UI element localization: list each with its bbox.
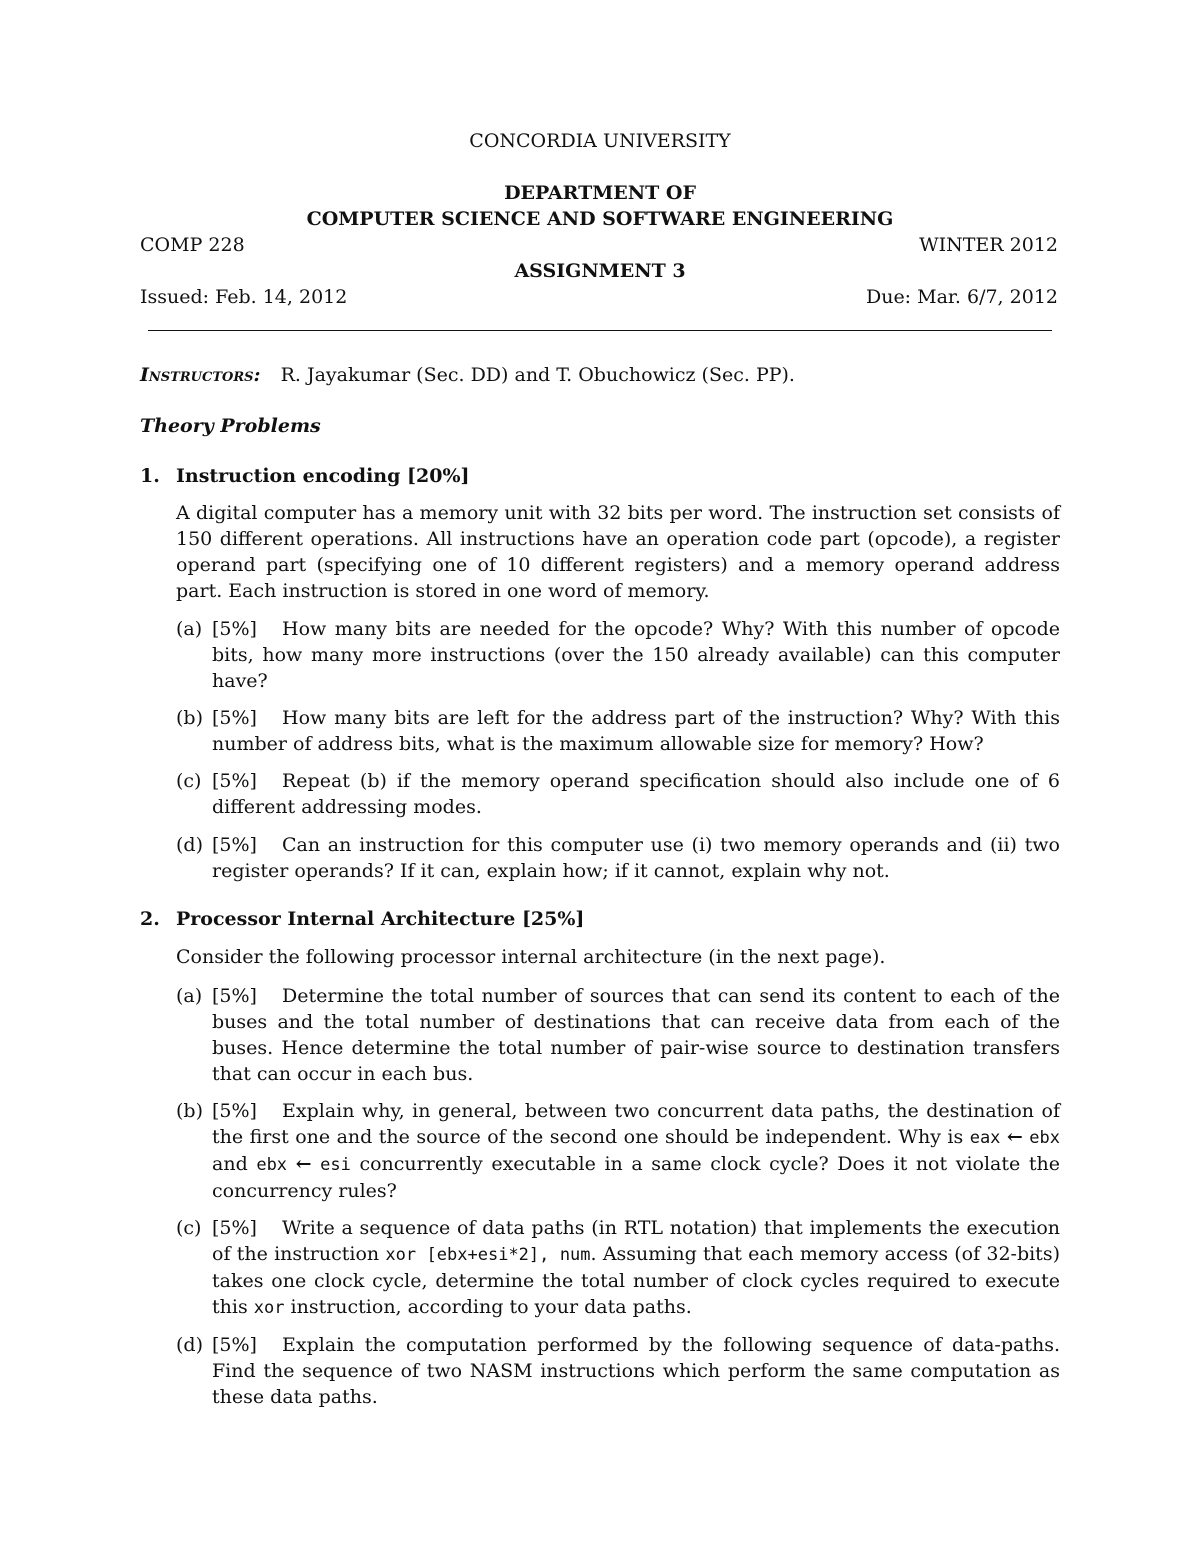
item-label: (b) — [176, 1100, 203, 1122]
assignment-title: ASSIGNMENT 3 — [514, 260, 686, 282]
university-name: CONCORDIA UNIVERSITY — [469, 130, 731, 152]
item-text: Write a sequence of data paths (in RTL notation) that implements the execution of the instruction xor [ebx+esi*2], num. Assuming that each memory access (of 32-bits) takes one clock cycle, determine the total number of clock cycles required to execute this xor instruction, according to your data paths. — [212, 1217, 1060, 1318]
question-1c — [176, 768, 1060, 820]
item-label: (d) — [176, 1334, 203, 1356]
item-text: Explain why, in general, between two concurrent data paths, the destination of the first one and the source of the second one should be independent. Why is eax ← ebx and ebx ← esi concurrently executable in a same clock cycle? Does it not violate the concurrency rules? — [212, 1100, 1060, 1202]
question-1-title: Instruction encoding [20%] — [176, 465, 470, 487]
item-label: (c) — [176, 1217, 202, 1239]
item-weight: [5%] — [212, 707, 257, 729]
code-xor: xor — [253, 1298, 285, 1318]
question-2a — [176, 983, 1060, 1087]
item-weight: [5%] — [212, 770, 257, 792]
item-text: Explain the computation performed by the following sequence of data-paths. Find the sequence of two NASM instructions which perform the same computation as these data paths. — [212, 1334, 1060, 1408]
question-2-number: 2. — [140, 908, 160, 930]
question-2c — [176, 1215, 1060, 1321]
arrow-icon: ← — [295, 1153, 312, 1175]
question-1b — [176, 705, 1060, 757]
issued-date: Issued: Feb. 14, 2012 — [140, 286, 348, 308]
instructors-label: Instructors: — [140, 364, 261, 386]
question-2-title: Processor Internal Architecture [25%] — [176, 908, 585, 930]
item-weight: [5%] — [212, 1217, 257, 1239]
item-weight: [5%] — [212, 985, 257, 1007]
item-label: (c) — [176, 770, 202, 792]
question-1-intro: A digital computer has a memory unit with 32 bits per word. The instruction set consists of 150 different operations. All instructions have an operation code part (opcode), a register operand part (specifying one of 10 different registers) and a memory operand address part. Each instruction is stored in one word of memory. — [176, 502, 1060, 602]
instructors-line — [140, 362, 795, 388]
question-1-number: 1. — [140, 465, 160, 487]
due-date: Due: Mar. 6/7, 2012 — [865, 286, 1058, 308]
code-ebx: ebx — [256, 1155, 288, 1175]
department-line-2: COMPUTER SCIENCE AND SOFTWARE ENGINEERING — [306, 208, 894, 230]
arrow-icon: ← — [1006, 1126, 1023, 1148]
department-line-1: DEPARTMENT OF — [504, 182, 696, 204]
term: WINTER 2012 — [919, 234, 1058, 256]
item-label: (a) — [176, 618, 203, 640]
item-text: How many bits are left for the address part of the instruction? Why? With this number of address bits, what is the maximum allowable size for memory? How? — [212, 707, 1060, 755]
item-text: How many bits are needed for the opcode? Why? With this number of opcode bits, how many more instructions (over the 150 already available) can this computer have? — [212, 618, 1060, 692]
question-2-intro: Consider the following processor internal architecture (in the next page). — [176, 946, 886, 968]
instructors-names: R. Jayakumar (Sec. DD) and T. Obuchowicz (Sec. PP). — [280, 364, 795, 386]
item-weight: [5%] — [212, 834, 257, 856]
code-esi: esi — [320, 1155, 351, 1175]
item-label: (d) — [176, 834, 203, 856]
code-ebx: ebx — [1029, 1128, 1060, 1148]
header-divider — [148, 330, 1052, 331]
question-1d — [176, 832, 1060, 884]
item-text: Determine the total number of sources that can send its content to each of the buses and the total number of destinations that can receive data from each of the buses. Hence determine the total number of pair-wise source to destination transfers that can occur in each bus. — [212, 985, 1060, 1085]
item-text: Repeat (b) if the memory operand specification should also include one of 6 different addressing modes. — [212, 770, 1060, 818]
question-1a — [176, 616, 1060, 694]
question-2b — [176, 1098, 1060, 1204]
code-eax: eax — [969, 1128, 1001, 1148]
section-title: Theory Problems — [140, 415, 321, 437]
item-text: Can an instruction for this computer use (i) two memory operands and (ii) two register operands? If it can, explain how; if it cannot, explain why not. — [212, 834, 1060, 882]
course-code: COMP 228 — [140, 234, 245, 256]
item-weight: [5%] — [212, 1100, 257, 1122]
question-2d — [176, 1332, 1060, 1410]
item-weight: [5%] — [212, 618, 257, 640]
item-label: (b) — [176, 707, 203, 729]
item-weight: [5%] — [212, 1334, 257, 1356]
code-xor-instruction: xor [ebx+esi*2], num — [385, 1245, 591, 1265]
item-label: (a) — [176, 985, 203, 1007]
